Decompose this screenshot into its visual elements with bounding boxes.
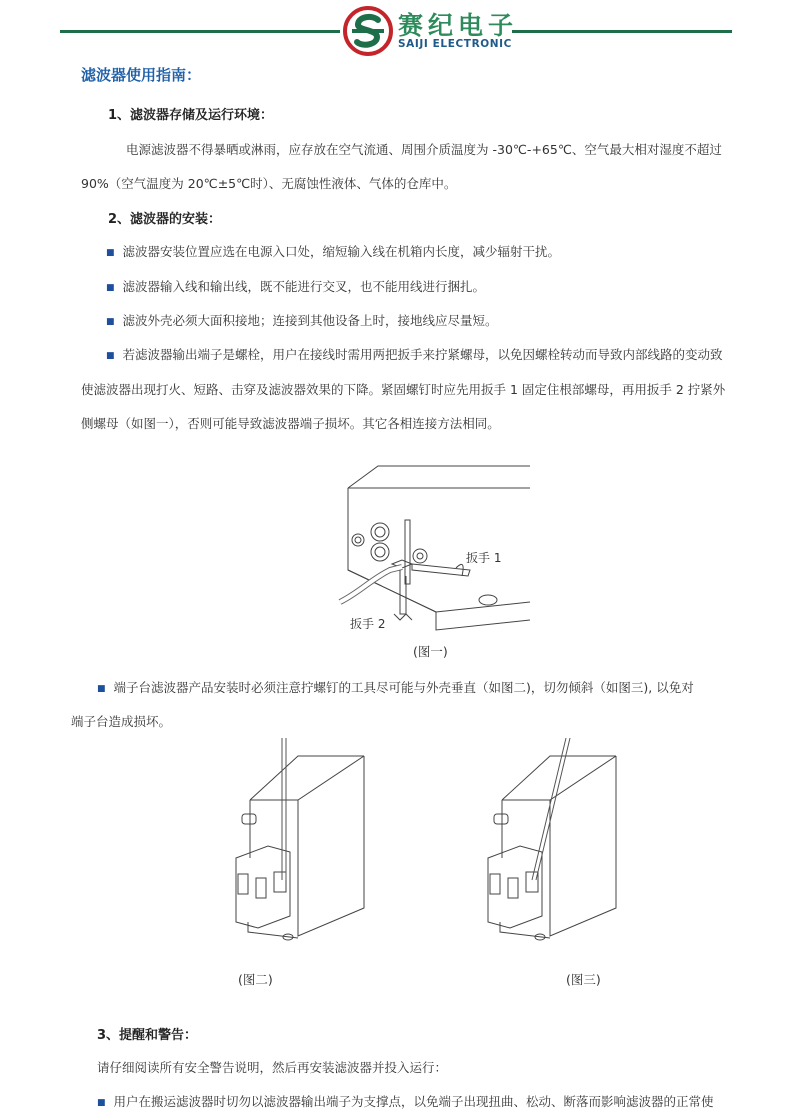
figure2-caption: (图二): [238, 972, 273, 987]
figure1-caption: (图一): [413, 644, 448, 659]
saiji-s-logo-icon: [343, 6, 393, 56]
section1-heading: 1、滤波器存储及运行环境：: [108, 108, 274, 123]
section2-heading: 2、滤波器的安装：: [108, 212, 222, 227]
figure3-caption: (图三): [566, 972, 601, 987]
section2-bullet4-line3: 侧螺母（如图一），否则可能导致滤波器端子损坏。其它各相连接方法相同。: [81, 416, 500, 431]
page-title: 滤波器使用指南：: [81, 66, 202, 84]
figure1-wrench1-label: 扳手 1: [466, 551, 502, 565]
brand-name-cn: 赛纪电子: [398, 11, 519, 40]
brand-name-en: SAIJI ELECTRONIC: [398, 38, 512, 50]
section1-line1: 电源滤波器不得暴晒或淋雨，应存放在空气流通、周围介质温度为 -30℃-+65℃、空气最大相对湿度不超过: [126, 142, 722, 157]
figure3-illustration: [480, 738, 620, 948]
header-rule-right: [512, 30, 732, 33]
section3-heading: 3、提醒和警告：: [97, 1028, 198, 1043]
section2-bullet3: ■ 滤波外壳必须大面积接地；连接到其他设备上时，接地线应尽量短。: [106, 311, 498, 329]
section2-bullet1: ■ 滤波器安装位置应选在电源入口处，缩短输入线在机箱内长度，减少辐射干扰。: [106, 242, 560, 260]
section2-bullet2: ■ 滤波器输入线和输出线，既不能进行交叉，也不能用线进行捆扎。: [106, 277, 485, 295]
section3-intro: 请仔细阅读所有安全警告说明，然后再安装滤波器并投入运行：: [97, 1060, 448, 1075]
section2-bullet5-line1: ■ 端子台滤波器产品安装时必须注意拧螺钉的工具尽可能与外壳垂直（如图二)，切勿倾斜（如图三), 以免对: [97, 678, 694, 696]
figure1-illustration: [330, 452, 530, 640]
section2-bullet4-line2: 使滤波器出现打火、短路、击穿及滤波器效果的下降。紧固螺钉时应先用扳手 1 固定住根部螺母，再用扳手 2 拧紧外: [81, 382, 726, 397]
section2-bullet5-line2: 端子台造成损坏。: [71, 714, 172, 729]
figure1-wrench2-label: 扳手 2: [350, 617, 386, 631]
header-rule-left: [60, 30, 340, 33]
section2-bullet4-line1: ■ 若滤波器输出端子是螺栓，用户在接线时需用两把扳手来拧紧螺母，以免因螺栓转动而导致内部线路的变动致: [106, 345, 723, 363]
section1-line2: 90%（空气温度为 20℃±5℃时）、无腐蚀性液体、气体的仓库中。: [81, 176, 457, 191]
section3-bullet1: ■ 用户在搬运滤波器时切勿以滤波器输出端子为支撑点，以免端子出现扭曲、松动、断落而影响滤波器的正常使: [97, 1092, 714, 1110]
figure2-illustration: [228, 738, 368, 948]
